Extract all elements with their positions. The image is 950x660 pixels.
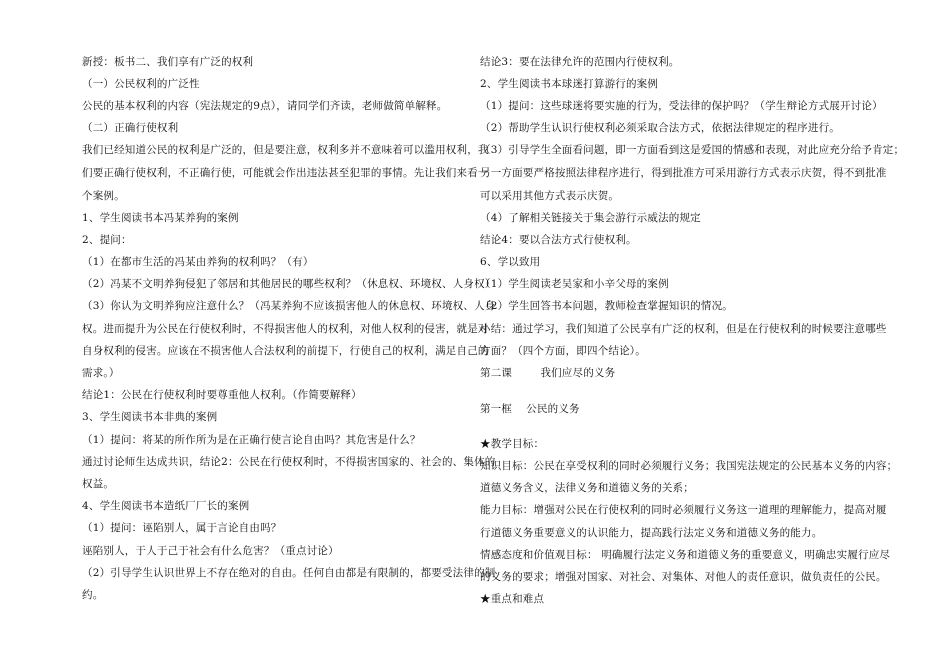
text-line: 1、学生阅读书本冯某养狗的案例 [82,212,239,224]
text-line: 我们已经知道公民的权利是广泛的，但是要注意，权利多并不意味着可以滥用权利，我 [82,144,489,156]
text-line: （3）你认为文明养狗应注意什么？（冯某养狗不应该损害他人的休息权、环境权、人身 [82,300,496,312]
text-line: 结论3：要在法律允许的范围内行使权利。 [480,56,680,68]
text-line: （二）正确行使权利 [82,122,179,134]
text-line: （3）引导学生全面看问题，即一方面看到这是爱国的情感和表现，对此应充分给予肯定； [480,144,905,156]
text-line: ★教学目标： [480,438,545,450]
text-line: 约。 [82,589,104,601]
text-line: （1）提问：将某的所作所为是在正确行使言论自由吗？其危害是什么？ [82,434,421,446]
text-line: 方面？（四个方面，即四个结论）。 [480,345,646,357]
text-line: （1）提问：诬陷别人，属于言论自由吗？ [82,522,282,534]
text-line: （1）在都市生活的冯某由养狗的权利吗？（有） [82,256,314,268]
text-line: 知识目标：公民在享受权利的同时必须履行义务；我国宪法规定的公民基本义务的内容； [480,460,898,472]
text-line: 可以采用其他方式表示庆贺。 [480,190,620,202]
text-line: （2）帮助学生认识行使权利必须采取合法方式，依据法律规定的程序进行。 [480,122,840,134]
section-heading: 第一框 公民的义务 [480,403,580,415]
text-line: 通过讨论师生达成共识，结论2：公民在行使权利时，不得损害国家的、社会的、集体的 [82,456,496,468]
text-line: 结论4：要以合法方式行使权利。 [480,234,637,246]
text-line: 情感态度和价值观目标： 明确履行法定义务和道德义务的重要意义，明确忠实履行应尽 [480,549,891,561]
text-line: ★重点和难点 [480,593,545,605]
text-line: 小结：通过学习，我们知道了公民享有广泛的权利，但是在行使权利的时候要注意哪些 [480,323,887,335]
text-line: 2、学生阅读书本球迷打算游行的案例 [480,78,659,90]
text-line: 结论1：公民在行使权利时要尊重他人权利。（作简要解释） [82,389,362,401]
text-line: 权益。 [82,478,115,490]
text-line: （一）公民权利的广泛性 [82,78,200,90]
text-line: 诬陷别人，于人于己于社会有什么危害？（重点讨论） [82,545,339,557]
text-line: 道德义务含义，法律义务和道德义务的关系； [480,482,694,494]
text-line: 6、学以致用 [480,256,541,268]
text-line: 新授：板书二、我们享有广泛的权利 [82,56,254,68]
text-line: 公民的基本权利的内容（宪法规定的9点），请同学们齐读，老师做简单解释。 [82,100,448,112]
text-line: 个案例。 [82,190,125,202]
text-line: （2）学生回答书本问题，教师检查掌握知识的情况。 [480,300,733,312]
text-line: 需求。） [82,367,120,379]
text-line: （2）冯某不文明养狗侵犯了邻居和其他居民的哪些权利？（休息权、环境权、人身权） [82,278,496,290]
text-line: 权。进而提升为公民在行使权利时，不得损害他人的权利，对他人权利的侵害，就是对 [82,323,489,335]
text-line: 能力目标：增强对公民在行使权利的同时必须履行义务这一道理的理解能力，提高对履 [480,504,887,516]
text-line: 们要正确行使权利，不正确行使，可能就会作出违法甚至犯罪的事情。先让我们来看一 [82,167,489,179]
text-line: 的义务的要求；增强对国家、对社会、对集体、对他人的责任意识，做负责任的公民。 [480,571,887,583]
text-line: （1）提问：这些球迷将要实施的行为，受法律的保护吗？（学生辩论方式展开讨论） [480,100,883,112]
text-line: （2）引导学生认识世界上不存在绝对的自由。任何自由都是有限制的，都要受法律的制 [82,567,496,579]
text-line: 2、提问： [82,234,132,246]
text-line: 4、学生阅读书本造纸厂厂长的案例 [82,500,250,512]
text-line: 另一方面要严格按照法律程序进行，得到批准方可采用游行方式表示庆贺，得不到批准 [480,167,887,179]
text-line: 3、学生阅读书本非典的案例 [82,411,218,423]
section-heading: 第二课 我们应尽的义务 [480,367,616,379]
text-line: （4）了解相关链接关于集会游行示威法的规定 [480,212,701,224]
text-line: （1）学生阅读老吴家和小辛父母的案例 [480,278,669,290]
text-line: 行道德义务重要意义的认识能力，提高践行法定义务和道德义务的能力。 [480,527,823,539]
text-line: 自身权利的侵害。应该在不损害他人合法权利的前提下，行使自己的权利，满足自己的 [82,345,489,357]
